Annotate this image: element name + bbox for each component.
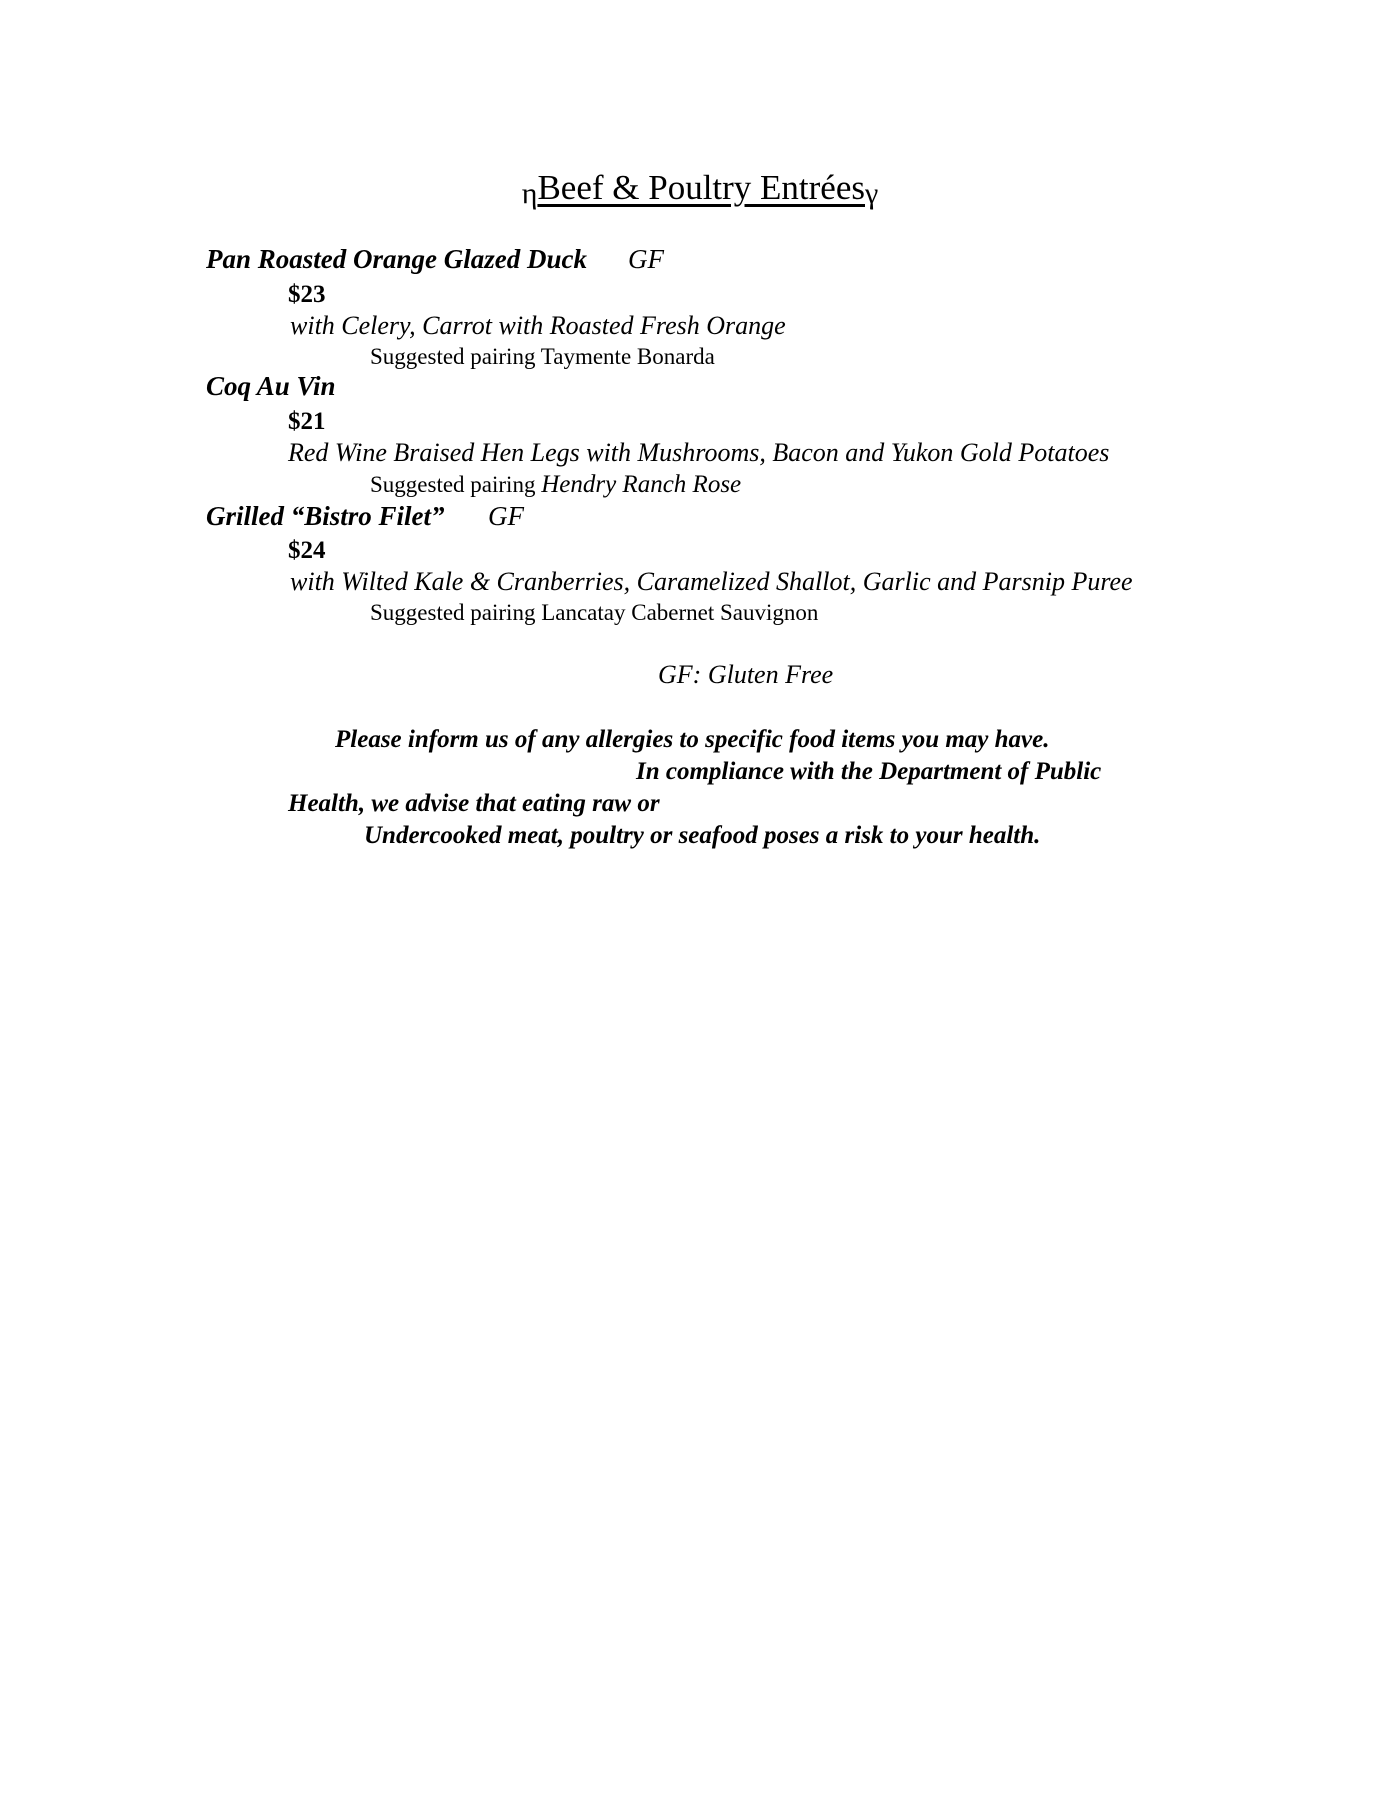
page-title-text: Beef & Poultry Entrées <box>537 168 865 207</box>
page-title <box>0 170 1400 209</box>
allergy-notice-line: Health, we advise that eating raw or <box>288 790 660 817</box>
entree-price: $24 <box>288 537 326 564</box>
allergy-notice-line: In compliance with the Department of Public <box>636 758 1102 785</box>
entree-name: Grilled “Bistro Filet” <box>206 501 445 531</box>
pairing-wine: Taymente Bonarda <box>540 344 715 369</box>
pairing-label: Suggested pairing <box>370 344 541 369</box>
right-ornament: γ <box>865 177 879 210</box>
entree-description: Red Wine Braised Hen Legs with Mushrooms, Bacon and Yukon Gold Potatoes <box>288 438 1110 467</box>
entree-description: with Celery, Carrot with Roasted Fresh Orange <box>290 311 786 340</box>
wine-pairing <box>370 472 741 497</box>
entree-price: $23 <box>288 281 326 308</box>
allergy-notice-line: Please inform us of any allergies to specific food items you may have. <box>335 726 1050 753</box>
wine-pairing <box>370 345 715 368</box>
wine-pairing <box>370 601 818 624</box>
left-ornament: η <box>521 177 538 210</box>
gluten-free-tag: GF <box>628 244 664 274</box>
pairing-label: Suggested pairing <box>370 472 542 497</box>
entree-description: with Wilted Kale & Cranberries, Caramelized Shallot, Garlic and Parsnip Puree <box>290 567 1133 596</box>
allergy-notice-line: Undercooked meat, poultry or seafood poses a risk to your health. <box>364 822 1041 849</box>
gluten-free-tag: GF <box>488 501 524 531</box>
pairing-wine: Hendry Ranch Rose <box>541 471 742 498</box>
entree-name: Pan Roasted Orange Glazed Duck <box>206 244 588 274</box>
entree-price: $21 <box>288 408 326 435</box>
pairing-wine: Lancatay Cabernet Sauvignon <box>541 600 819 625</box>
gluten-free-legend: GF: Gluten Free <box>658 660 834 689</box>
pairing-label: Suggested pairing <box>370 600 542 625</box>
entree-name: Coq Au Vin <box>206 371 336 401</box>
